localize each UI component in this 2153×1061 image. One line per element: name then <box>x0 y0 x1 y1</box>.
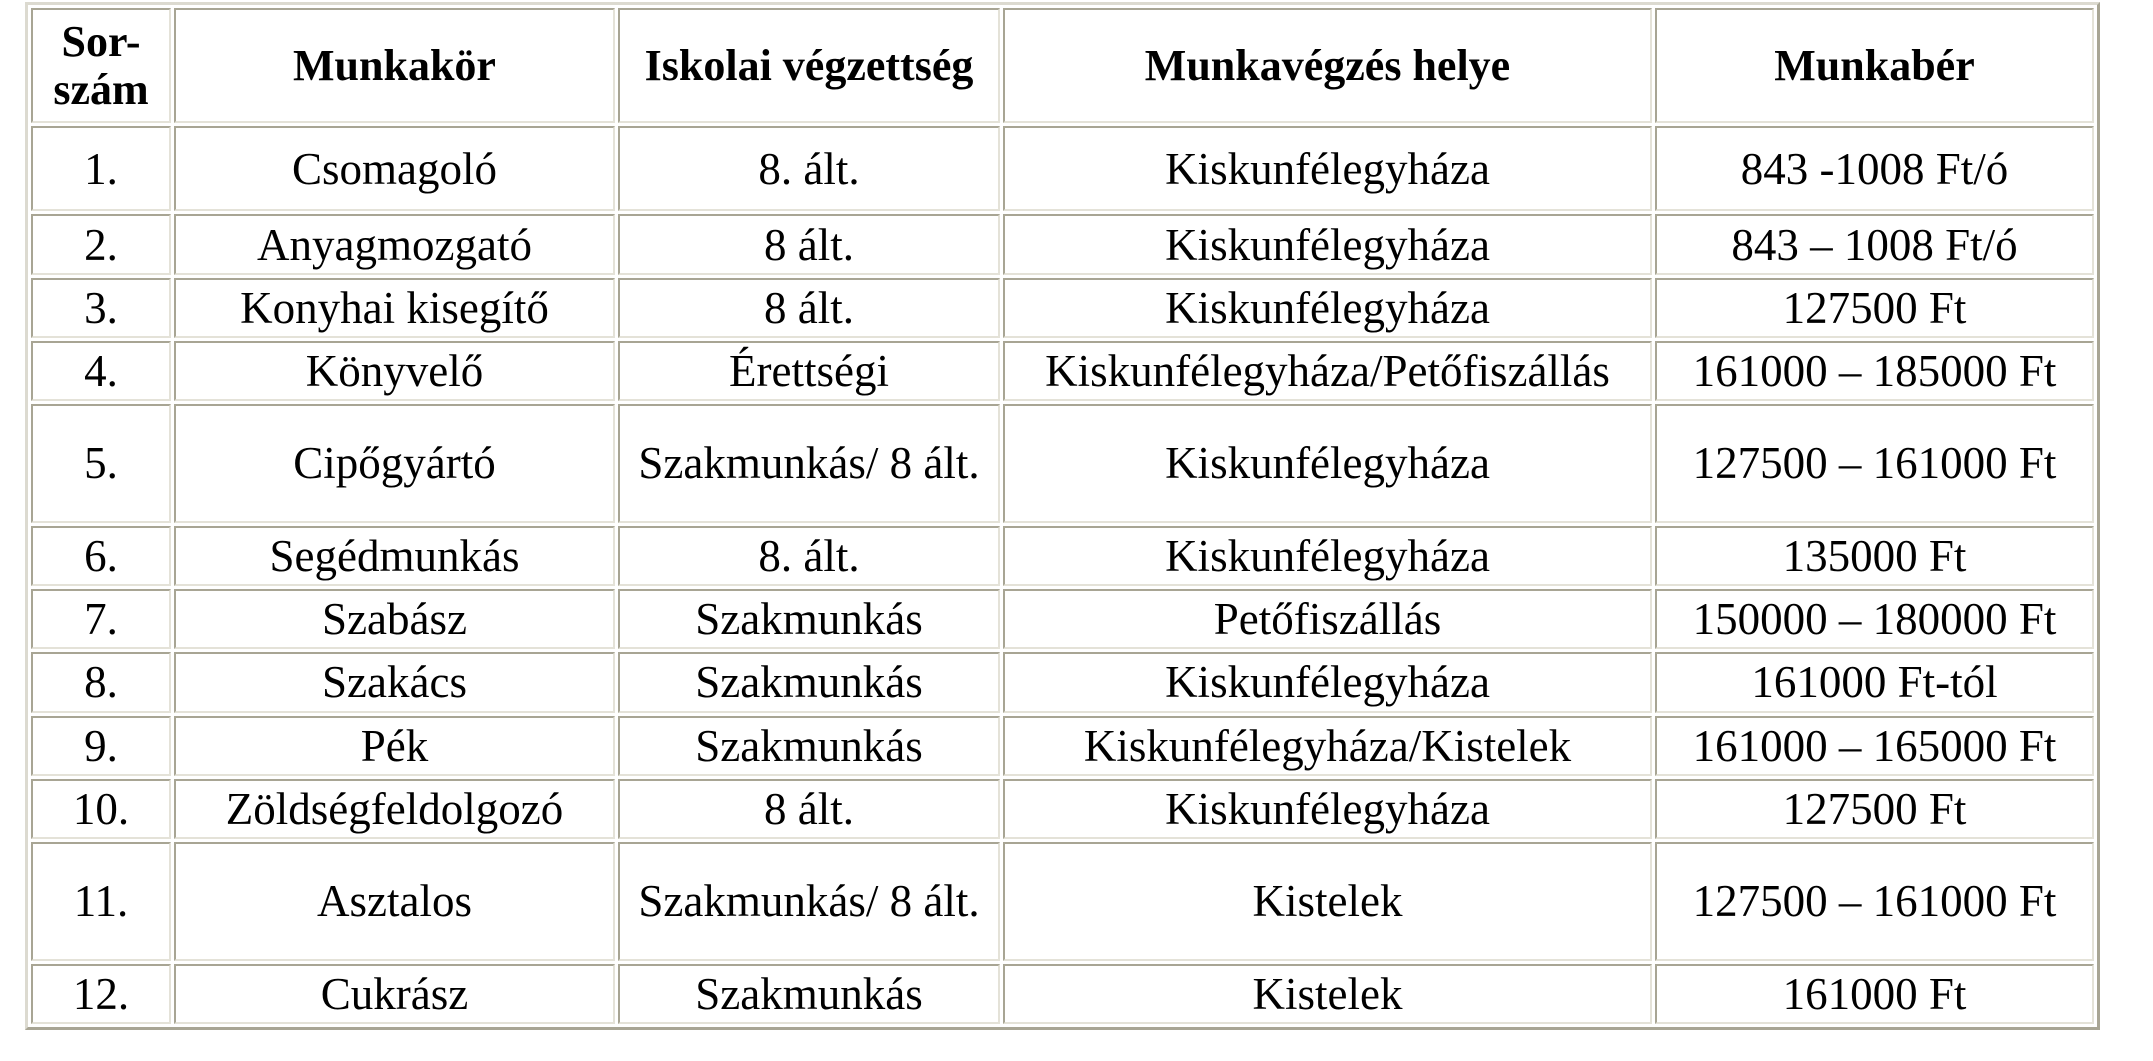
header-munkaber: Munkabér <box>1655 8 2094 123</box>
cell-munkaber: 127500 – 161000 Ft <box>1655 404 2094 523</box>
table-row <box>31 404 2094 523</box>
table-row <box>31 126 2094 211</box>
cell-vegzettseg: Szakmunkás <box>618 964 1000 1024</box>
cell-hely: Kiskunfélegyháza <box>1003 526 1652 586</box>
cell-hely: Kiskunfélegyháza <box>1003 652 1652 712</box>
table-row <box>31 526 2094 586</box>
cell-sorszam: 12. <box>31 964 171 1024</box>
table-row <box>31 964 2094 1024</box>
cell-vegzettseg: 8. ált. <box>618 126 1000 211</box>
cell-sorszam: 4. <box>31 341 171 401</box>
cell-vegzettseg: Szakmunkás/ 8 ált. <box>618 842 1000 961</box>
cell-sorszam: 5. <box>31 404 171 523</box>
cell-munkakor: Segédmunkás <box>174 526 615 586</box>
cell-munkakor: Szakács <box>174 652 615 712</box>
cell-sorszam: 9. <box>31 716 171 776</box>
cell-munkaber: 150000 – 180000 Ft <box>1655 589 2094 649</box>
cell-munkaber: 843 – 1008 Ft/ó <box>1655 214 2094 274</box>
table-row <box>31 341 2094 401</box>
cell-hely: Petőfiszállás <box>1003 589 1652 649</box>
cell-vegzettseg: Szakmunkás/ 8 ált. <box>618 404 1000 523</box>
cell-munkakor: Szabász <box>174 589 615 649</box>
cell-munkaber: 161000 Ft-tól <box>1655 652 2094 712</box>
cell-vegzettseg: 8 ált. <box>618 779 1000 839</box>
cell-munkaber: 127500 Ft <box>1655 278 2094 338</box>
cell-hely: Kiskunfélegyháza/Kistelek <box>1003 716 1652 776</box>
table-row <box>31 589 2094 649</box>
cell-hely: Kiskunfélegyháza <box>1003 278 1652 338</box>
table-row <box>31 716 2094 776</box>
cell-hely: Kiskunfélegyháza <box>1003 214 1652 274</box>
header-vegzettseg: Iskolai végzettség <box>618 8 1000 123</box>
cell-hely: Kistelek <box>1003 964 1652 1024</box>
cell-hely: Kiskunfélegyháza <box>1003 779 1652 839</box>
header-sorszam: Sor-szám <box>31 8 171 123</box>
cell-munkakor: Cukrász <box>174 964 615 1024</box>
table-row <box>31 214 2094 274</box>
cell-sorszam: 8. <box>31 652 171 712</box>
cell-munkaber: 843 -1008 Ft/ó <box>1655 126 2094 211</box>
cell-sorszam: 11. <box>31 842 171 961</box>
job-table-grid <box>28 5 2097 1027</box>
table-header-row <box>31 8 2094 123</box>
job-listings-table <box>25 2 2100 1030</box>
cell-munkaber: 161000 – 165000 Ft <box>1655 716 2094 776</box>
cell-sorszam: 1. <box>31 126 171 211</box>
cell-munkaber: 127500 – 161000 Ft <box>1655 842 2094 961</box>
cell-vegzettseg: Szakmunkás <box>618 589 1000 649</box>
table-row <box>31 842 2094 961</box>
cell-sorszam: 2. <box>31 214 171 274</box>
cell-munkakor: Konyhai kisegítő <box>174 278 615 338</box>
cell-vegzettseg: Szakmunkás <box>618 652 1000 712</box>
cell-munkakor: Anyagmozgató <box>174 214 615 274</box>
cell-munkakor: Zöldségfeldolgozó <box>174 779 615 839</box>
cell-vegzettseg: Szakmunkás <box>618 716 1000 776</box>
cell-sorszam: 10. <box>31 779 171 839</box>
cell-munkaber: 127500 Ft <box>1655 779 2094 839</box>
header-munkakor: Munkakör <box>174 8 615 123</box>
cell-munkakor: Pék <box>174 716 615 776</box>
cell-hely: Kiskunfélegyháza <box>1003 404 1652 523</box>
cell-munkaber: 135000 Ft <box>1655 526 2094 586</box>
cell-munkaber: 161000 Ft <box>1655 964 2094 1024</box>
cell-sorszam: 3. <box>31 278 171 338</box>
cell-hely: Kiskunfélegyháza <box>1003 126 1652 211</box>
header-hely: Munkavégzés helye <box>1003 8 1652 123</box>
cell-sorszam: 6. <box>31 526 171 586</box>
table-row <box>31 278 2094 338</box>
cell-vegzettseg: 8. ált. <box>618 526 1000 586</box>
cell-vegzettseg: 8 ált. <box>618 214 1000 274</box>
table-row <box>31 652 2094 712</box>
cell-munkakor: Könyvelő <box>174 341 615 401</box>
cell-sorszam: 7. <box>31 589 171 649</box>
cell-hely: Kiskunfélegyháza/Petőfiszállás <box>1003 341 1652 401</box>
cell-vegzettseg: 8 ált. <box>618 278 1000 338</box>
cell-munkaber: 161000 – 185000 Ft <box>1655 341 2094 401</box>
cell-munkakor: Cipőgyártó <box>174 404 615 523</box>
cell-hely: Kistelek <box>1003 842 1652 961</box>
cell-munkakor: Asztalos <box>174 842 615 961</box>
cell-vegzettseg: Érettségi <box>618 341 1000 401</box>
cell-munkakor: Csomagoló <box>174 126 615 211</box>
table-row <box>31 779 2094 839</box>
